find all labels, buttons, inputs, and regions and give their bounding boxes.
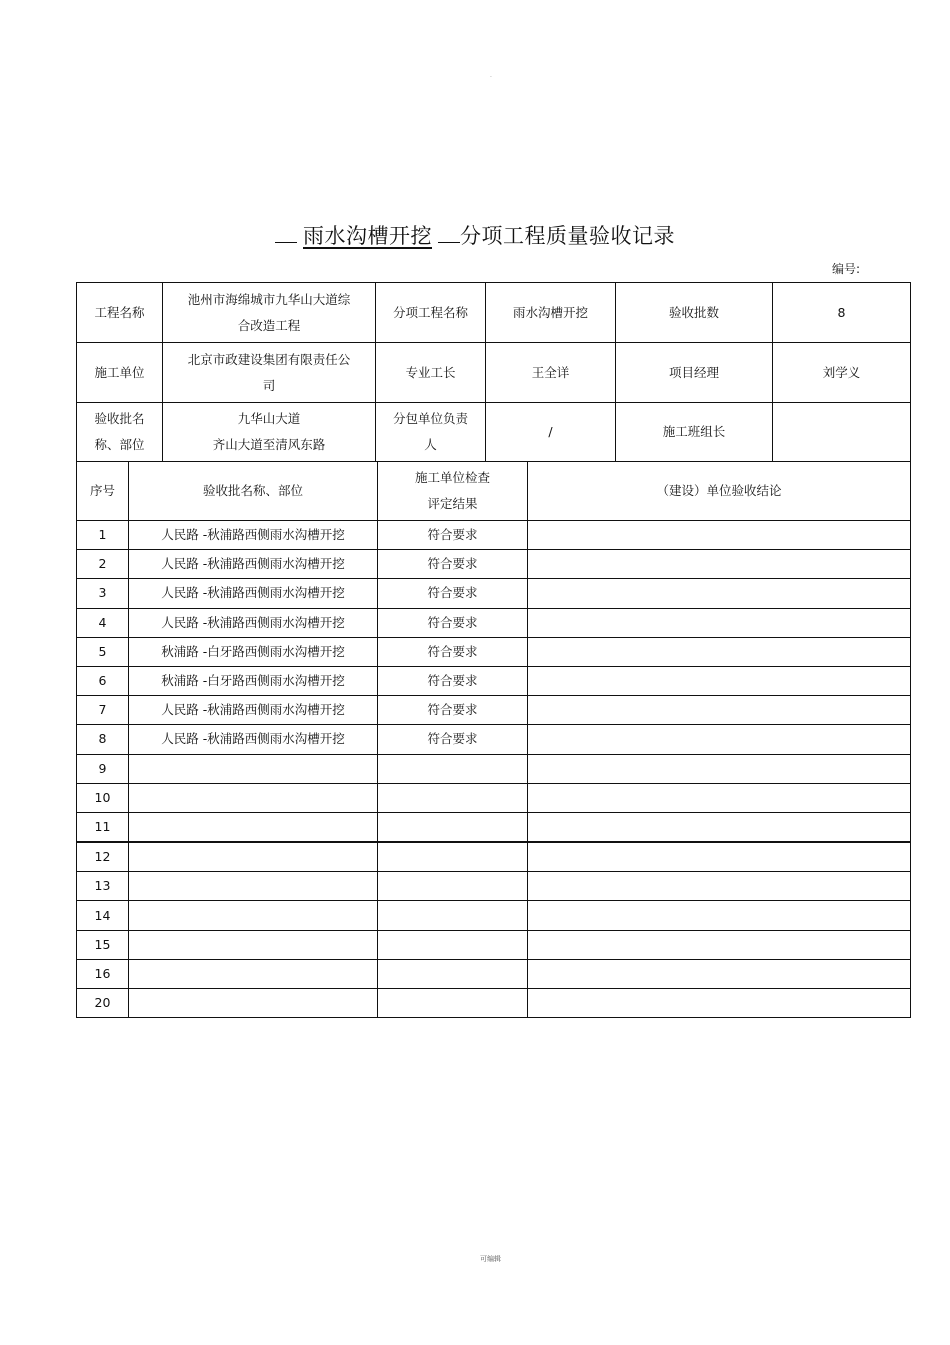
batch-list-table	[76, 461, 911, 1018]
row-conclusion	[528, 754, 911, 783]
title-subject: 雨水沟槽开挖	[303, 224, 432, 248]
table-row	[77, 579, 911, 608]
batch-name-label-line1: 验收批名	[94, 411, 145, 426]
row-result: 符合要求	[378, 521, 528, 550]
subcontract-label-line2: 人	[424, 437, 437, 452]
row-conclusion	[528, 637, 911, 666]
project-name-line1: 池州市海绵城市九华山大道综	[187, 291, 351, 307]
header-row-batch	[77, 403, 911, 462]
row-result: 符合要求	[378, 579, 528, 608]
page-title	[0, 220, 950, 250]
col-conclusion-header: （建设）单位验收结论	[528, 462, 911, 521]
row-conclusion	[528, 725, 911, 754]
batch-name-line1: 九华山大道	[237, 411, 301, 426]
row-batch	[129, 812, 378, 842]
row-batch	[129, 872, 378, 901]
foreman-label: 专业工长	[376, 343, 486, 403]
row-batch: 人民路 -秋浦路西侧雨水沟槽开挖	[129, 696, 378, 725]
table-row	[77, 872, 911, 901]
row-conclusion	[528, 783, 911, 812]
foreman-value: 王全详	[486, 343, 616, 403]
row-seq: 15	[77, 930, 129, 959]
table-row	[77, 696, 911, 725]
row-conclusion	[528, 521, 911, 550]
row-conclusion	[528, 550, 911, 579]
list-header-row	[77, 462, 911, 521]
row-batch: 人民路 -秋浦路西侧雨水沟槽开挖	[129, 521, 378, 550]
table-row	[77, 725, 911, 754]
subcontract-label	[376, 403, 486, 462]
title-underline-right	[438, 241, 460, 243]
row-result	[378, 930, 528, 959]
row-seq: 5	[77, 637, 129, 666]
row-batch: 人民路 -秋浦路西侧雨水沟槽开挖	[129, 579, 378, 608]
row-seq: 16	[77, 959, 129, 988]
contractor-line1: 北京市政建设集团有限责任公	[187, 351, 351, 367]
row-conclusion	[528, 989, 911, 1018]
row-result: 符合要求	[378, 666, 528, 695]
row-seq: 1	[77, 521, 129, 550]
col-batch-header: 验收批名称、部位	[129, 462, 378, 521]
row-conclusion	[528, 812, 911, 842]
row-batch	[129, 930, 378, 959]
row-result: 符合要求	[378, 696, 528, 725]
row-conclusion	[528, 696, 911, 725]
row-batch	[129, 783, 378, 812]
table-row	[77, 959, 911, 988]
row-result	[378, 989, 528, 1018]
table-row	[77, 842, 911, 872]
project-name-line2: 合改造工程	[237, 317, 301, 333]
header-row-project	[77, 283, 911, 343]
row-conclusion	[528, 842, 911, 872]
row-seq: 4	[77, 608, 129, 637]
table-row	[77, 608, 911, 637]
row-batch: 人民路 -秋浦路西侧雨水沟槽开挖	[129, 608, 378, 637]
table-row	[77, 989, 911, 1018]
row-seq: 10	[77, 783, 129, 812]
row-seq: 8	[77, 725, 129, 754]
row-conclusion	[528, 666, 911, 695]
project-name-label: 工程名称	[77, 283, 163, 343]
row-seq: 11	[77, 812, 129, 842]
table-row	[77, 550, 911, 579]
row-seq: 9	[77, 754, 129, 783]
row-result: 符合要求	[378, 725, 528, 754]
row-result	[378, 842, 528, 872]
table-row	[77, 930, 911, 959]
row-conclusion	[528, 579, 911, 608]
subcontract-label-line1: 分包单位负责	[392, 411, 468, 426]
row-batch	[129, 989, 378, 1018]
subcontract-value: /	[486, 403, 616, 462]
table-row	[77, 812, 911, 842]
row-result	[378, 959, 528, 988]
row-result	[378, 754, 528, 783]
batch-count-label: 验收批数	[616, 283, 773, 343]
table-row	[77, 754, 911, 783]
row-result: 符合要求	[378, 637, 528, 666]
row-batch: 人民路 -秋浦路西侧雨水沟槽开挖	[129, 725, 378, 754]
row-conclusion	[528, 930, 911, 959]
table-row	[77, 901, 911, 930]
row-result	[378, 901, 528, 930]
col-check-header	[378, 462, 528, 521]
sub-project-label: 分项工程名称	[376, 283, 486, 343]
footer-note: 可编辑	[480, 1255, 501, 1263]
title-suffix: 分项工程质量验收记录	[460, 224, 675, 248]
pm-label: 项目经理	[616, 343, 773, 403]
row-result: 符合要求	[378, 608, 528, 637]
row-batch: 秋浦路 -白牙路西侧雨水沟槽开挖	[129, 637, 378, 666]
row-seq: 7	[77, 696, 129, 725]
row-batch: 秋浦路 -白牙路西侧雨水沟槽开挖	[129, 666, 378, 695]
batch-name-label	[77, 403, 163, 462]
row-result	[378, 783, 528, 812]
row-conclusion	[528, 608, 911, 637]
row-batch	[129, 901, 378, 930]
batch-name-label-line2: 称、部位	[94, 437, 145, 452]
row-result	[378, 872, 528, 901]
col-check-header-line1: 施工单位检查	[414, 470, 490, 485]
table-row	[77, 666, 911, 695]
batch-name-line2: 齐山大道至清风东路	[212, 437, 326, 452]
row-batch	[129, 754, 378, 783]
row-seq: 3	[77, 579, 129, 608]
batch-count-value: 8	[773, 283, 911, 343]
header-table	[76, 282, 911, 462]
team-leader-label: 施工班组长	[616, 403, 773, 462]
row-conclusion	[528, 959, 911, 988]
row-batch	[129, 842, 378, 872]
contractor-line2: 司	[262, 377, 276, 393]
header-row-contractor	[77, 343, 911, 403]
row-seq: 12	[77, 842, 129, 872]
row-seq: 14	[77, 901, 129, 930]
row-result: 符合要求	[378, 550, 528, 579]
doc-number-label: 编号:	[832, 262, 861, 276]
row-batch: 人民路 -秋浦路西侧雨水沟槽开挖	[129, 550, 378, 579]
row-seq: 20	[77, 989, 129, 1018]
row-seq: 13	[77, 872, 129, 901]
title-underline-left	[275, 241, 297, 243]
contractor-label: 施工单位	[77, 343, 163, 403]
contractor-value	[163, 343, 376, 403]
batch-name-value	[163, 403, 376, 462]
row-conclusion	[528, 901, 911, 930]
row-conclusion	[528, 872, 911, 901]
row-seq: 6	[77, 666, 129, 695]
col-seq-header: 序号	[77, 462, 129, 521]
row-seq: 2	[77, 550, 129, 579]
team-leader-value	[773, 403, 911, 462]
pm-value: 刘学义	[773, 343, 911, 403]
table-row	[77, 783, 911, 812]
row-batch	[129, 959, 378, 988]
row-result	[378, 812, 528, 842]
sub-project-value: 雨水沟槽开挖	[486, 283, 616, 343]
project-name-value	[163, 283, 376, 343]
table-row	[77, 637, 911, 666]
table-row	[77, 521, 911, 550]
col-check-header-line2: 评定结果	[427, 496, 478, 511]
top-dot-mark: .	[490, 72, 492, 79]
